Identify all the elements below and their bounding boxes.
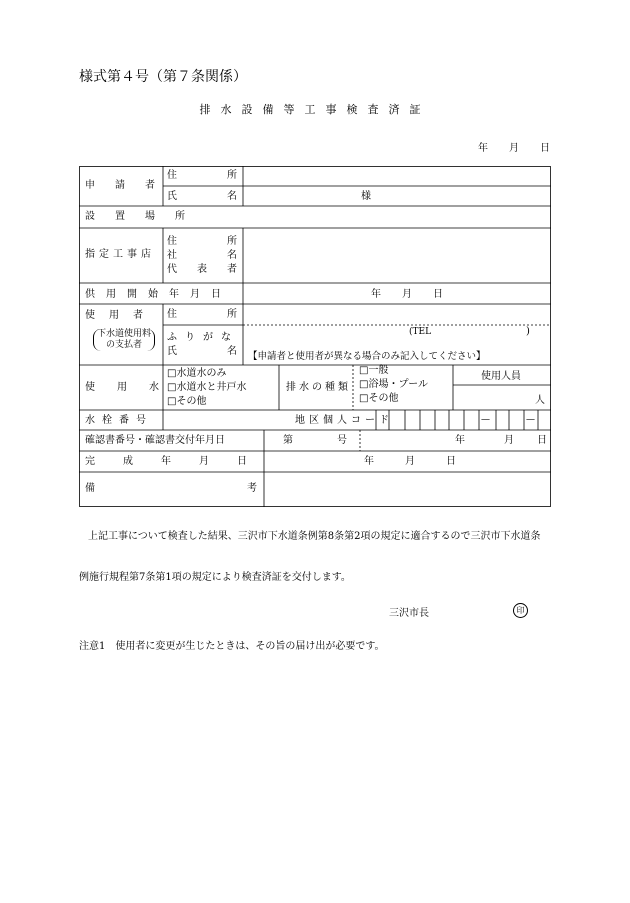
completion-year: 年 [364, 456, 374, 467]
meter-number-label: 水栓番号 [85, 415, 153, 426]
area-code-dash-1: — [481, 415, 490, 425]
confirm-year: 年 [455, 435, 465, 446]
applicant-label: 申 請 者 [85, 180, 155, 191]
user-name-label: 氏 名 [167, 346, 237, 357]
contractor-address-label: 住 所 [167, 236, 237, 247]
body-line-2: 例施行規程第7条第1項の規定により検査済証を交付します。 [79, 572, 351, 583]
user-label: 使用者 [85, 310, 157, 321]
users-count-label: 使用人員 [481, 371, 521, 382]
start-date-year: 年 [371, 289, 381, 300]
water-option-other[interactable]: □その他 [167, 396, 207, 407]
applicant-sama: 様 [361, 191, 371, 202]
confirm-day: 日 [537, 435, 547, 446]
user-entry-note: 【申請者と使用者が異なる場合のみ記入してください】 [248, 351, 486, 362]
user-tel-label: (TEL [409, 327, 432, 337]
applicant-name-label: 氏 名 [167, 191, 237, 202]
water-option-tap[interactable]: □水道水のみ [167, 368, 227, 379]
applicant-address-label: 住 所 [167, 170, 237, 181]
completion-label: 完成年月日 [85, 456, 275, 467]
issue-day-label: 日 [540, 143, 550, 154]
completion-month: 月 [405, 456, 415, 467]
inspection-form-table [79, 166, 551, 507]
water-option-tap-well[interactable]: □水道水と井戸水 [167, 382, 247, 393]
user-payer-note: 下水道使用料 の支払者 [93, 329, 155, 351]
install-place-label: 設置場所 [85, 211, 205, 222]
contractor-company-label: 社 名 [167, 250, 237, 261]
users-count-unit: 人 [535, 395, 545, 406]
drain-option-bath-pool[interactable]: □浴場・プール [359, 379, 428, 390]
note-1: 注意1 使用者に変更が生じたときは、その旨の届け出が必要です。 [79, 641, 385, 652]
user-tel-close: ) [526, 326, 530, 337]
document-title: 排水設備等工事検査済証 [199, 103, 431, 116]
confirm-go: 号 [337, 435, 347, 446]
area-code-dash-2: — [526, 415, 535, 425]
form-number: 様式第４号（第７条関係） [79, 69, 247, 85]
mayor-label: 三沢市長 [389, 608, 429, 619]
drain-option-general[interactable]: □一般 [359, 365, 389, 376]
seal-icon: 印 [513, 603, 528, 618]
user-furigana-label: ふりがな [167, 332, 239, 343]
completion-day: 日 [446, 456, 456, 467]
confirm-number-label: 確認書番号・確認書交付年月日 [85, 435, 225, 446]
drain-type-label: 排水の種類 [286, 382, 351, 393]
drain-option-other[interactable]: □その他 [359, 393, 399, 404]
area-code-label: 地区個人コード [295, 415, 393, 426]
start-date-label: 供用開始年月日 [85, 289, 232, 300]
start-date-day: 日 [433, 289, 443, 300]
contractor-label: 指定工事店 [85, 249, 155, 260]
start-date-month: 月 [402, 289, 412, 300]
user-address-label: 住 所 [167, 309, 237, 320]
issue-month-label: 月 [509, 143, 519, 154]
confirm-dai: 第 [283, 435, 293, 446]
issue-year-label: 年 [478, 143, 488, 154]
water-use-label: 使用水 [85, 382, 181, 393]
contractor-rep-label: 代 表 者 [167, 264, 237, 275]
remarks-label: 備 考 [85, 483, 257, 494]
confirm-month: 月 [504, 435, 514, 446]
body-line-1: 上記工事について検査した結果、三沢市下水道条例第8条第2項の規定に適合するので三沢市下水道条 [88, 531, 541, 542]
